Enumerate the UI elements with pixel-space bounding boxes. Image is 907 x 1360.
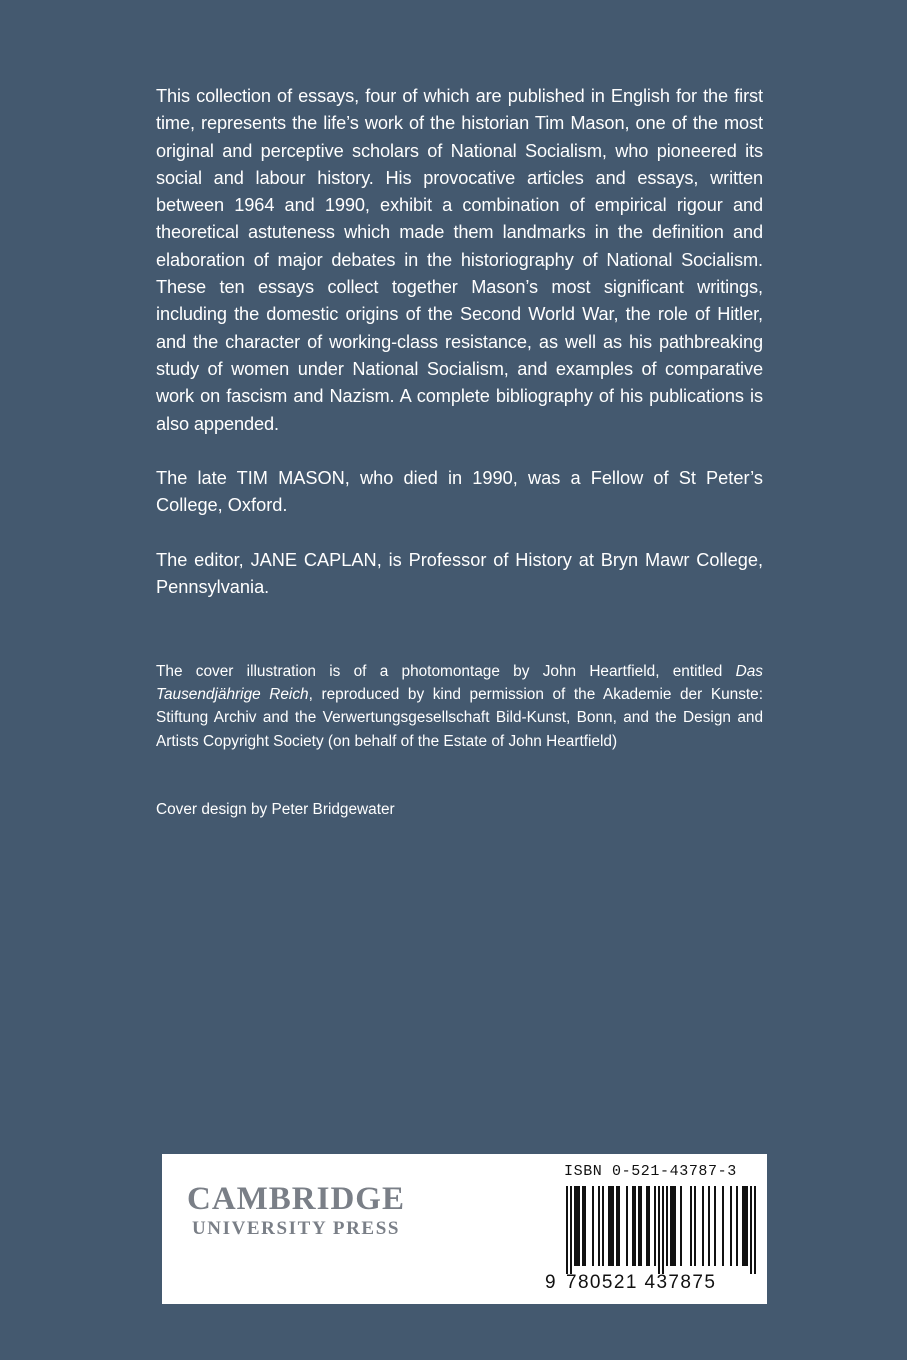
barcode-bar <box>722 1186 724 1266</box>
barcode-bar <box>714 1186 716 1266</box>
barcode-bar <box>638 1186 642 1266</box>
barcode-bar <box>662 1186 664 1274</box>
barcode-bar <box>632 1186 636 1266</box>
barcode-bar <box>602 1186 604 1266</box>
barcode-bar <box>574 1186 580 1266</box>
barcode-bar <box>592 1186 594 1266</box>
barcode-bar <box>680 1186 682 1266</box>
author-note: The late TIM MASON, who died in 1990, was a Fellow of St Peter’s College, Oxford. <box>156 468 763 516</box>
blurb-paragraph: This collection of essays, four of which are published in English for the first time, represents the life’s work of the historian Tim Mason, one of the most original and perceptive scholars of National Socialism, who pioneered its social and labour history. His provocative articles and essays, written between 1964 and 1990, exhibit a combination of empirical rigour and theoretical astuteness which made them landmarks in the definition and elaboration of major debates in the historiography of National Socialism. These ten essays collect together Mason’s most significant writings, including the domestic origins of the Second World War, the role of Hitler, and the character of working-class resistance, as well as his pathbreaking study of women under National Socialism, and examples of comparative work on fascism and Nazism. A complete bibliography of his publications is also appended. <box>156 86 763 434</box>
barcode-bar <box>670 1186 676 1266</box>
barcode-bar <box>598 1186 600 1266</box>
publisher-name: CAMBRIDGE <box>186 1181 405 1217</box>
barcode-bar <box>646 1186 650 1266</box>
barcode-bar <box>742 1186 748 1266</box>
publisher-logo <box>176 1182 416 1242</box>
barcode-bar <box>616 1186 620 1266</box>
cover-illustration-credit <box>156 660 763 753</box>
cover-design-credit: Cover design by Peter Bridgewater <box>156 801 395 818</box>
barcode-bar <box>702 1186 704 1266</box>
ean-first-digit: 9 <box>545 1272 556 1293</box>
barcode-bar <box>658 1186 660 1274</box>
barcode-bar <box>730 1186 732 1266</box>
barcode-graphic <box>566 1186 756 1274</box>
publisher-subtitle: UNIVERSITY PRESS <box>191 1218 401 1239</box>
barcode-bar <box>570 1186 572 1274</box>
barcode-bar <box>666 1186 668 1266</box>
cover-credit-before: The cover illustration is of a photomontage by John Heartfield, entitled <box>156 663 736 680</box>
barcode-bar <box>736 1186 738 1266</box>
cover-credit-after: , reproduced by kind permission of the Akademie der Kunste: Stiftung Archiv and the Verwertungsgesellschaft Bild-Kunst, Bonn, and the Design and Artists Copyright Society (on behalf of the Estate of John Heartfield) <box>156 686 764 750</box>
imprint-box <box>162 1154 767 1304</box>
barcode-bar <box>694 1186 696 1266</box>
barcode-bar <box>750 1186 752 1274</box>
barcode-bar <box>582 1186 586 1266</box>
artwork-title: Das Tausendjährige Reich <box>156 663 763 704</box>
barcode-bar <box>654 1186 656 1266</box>
ean-digits: 780521 437875 <box>566 1272 717 1293</box>
barcode <box>566 1186 756 1274</box>
barcode-bar <box>608 1186 614 1266</box>
barcode-bar <box>626 1186 628 1266</box>
barcode-bar <box>566 1186 568 1274</box>
editor-note: The editor, JANE CAPLAN, is Professor of History at Bryn Mawr College, Pennsylvania. <box>156 550 763 598</box>
barcode-bar <box>690 1186 692 1266</box>
barcode-bar <box>754 1186 756 1274</box>
isbn-label: ISBN 0-521-43787-3 <box>564 1163 737 1180</box>
barcode-bar <box>708 1186 710 1266</box>
